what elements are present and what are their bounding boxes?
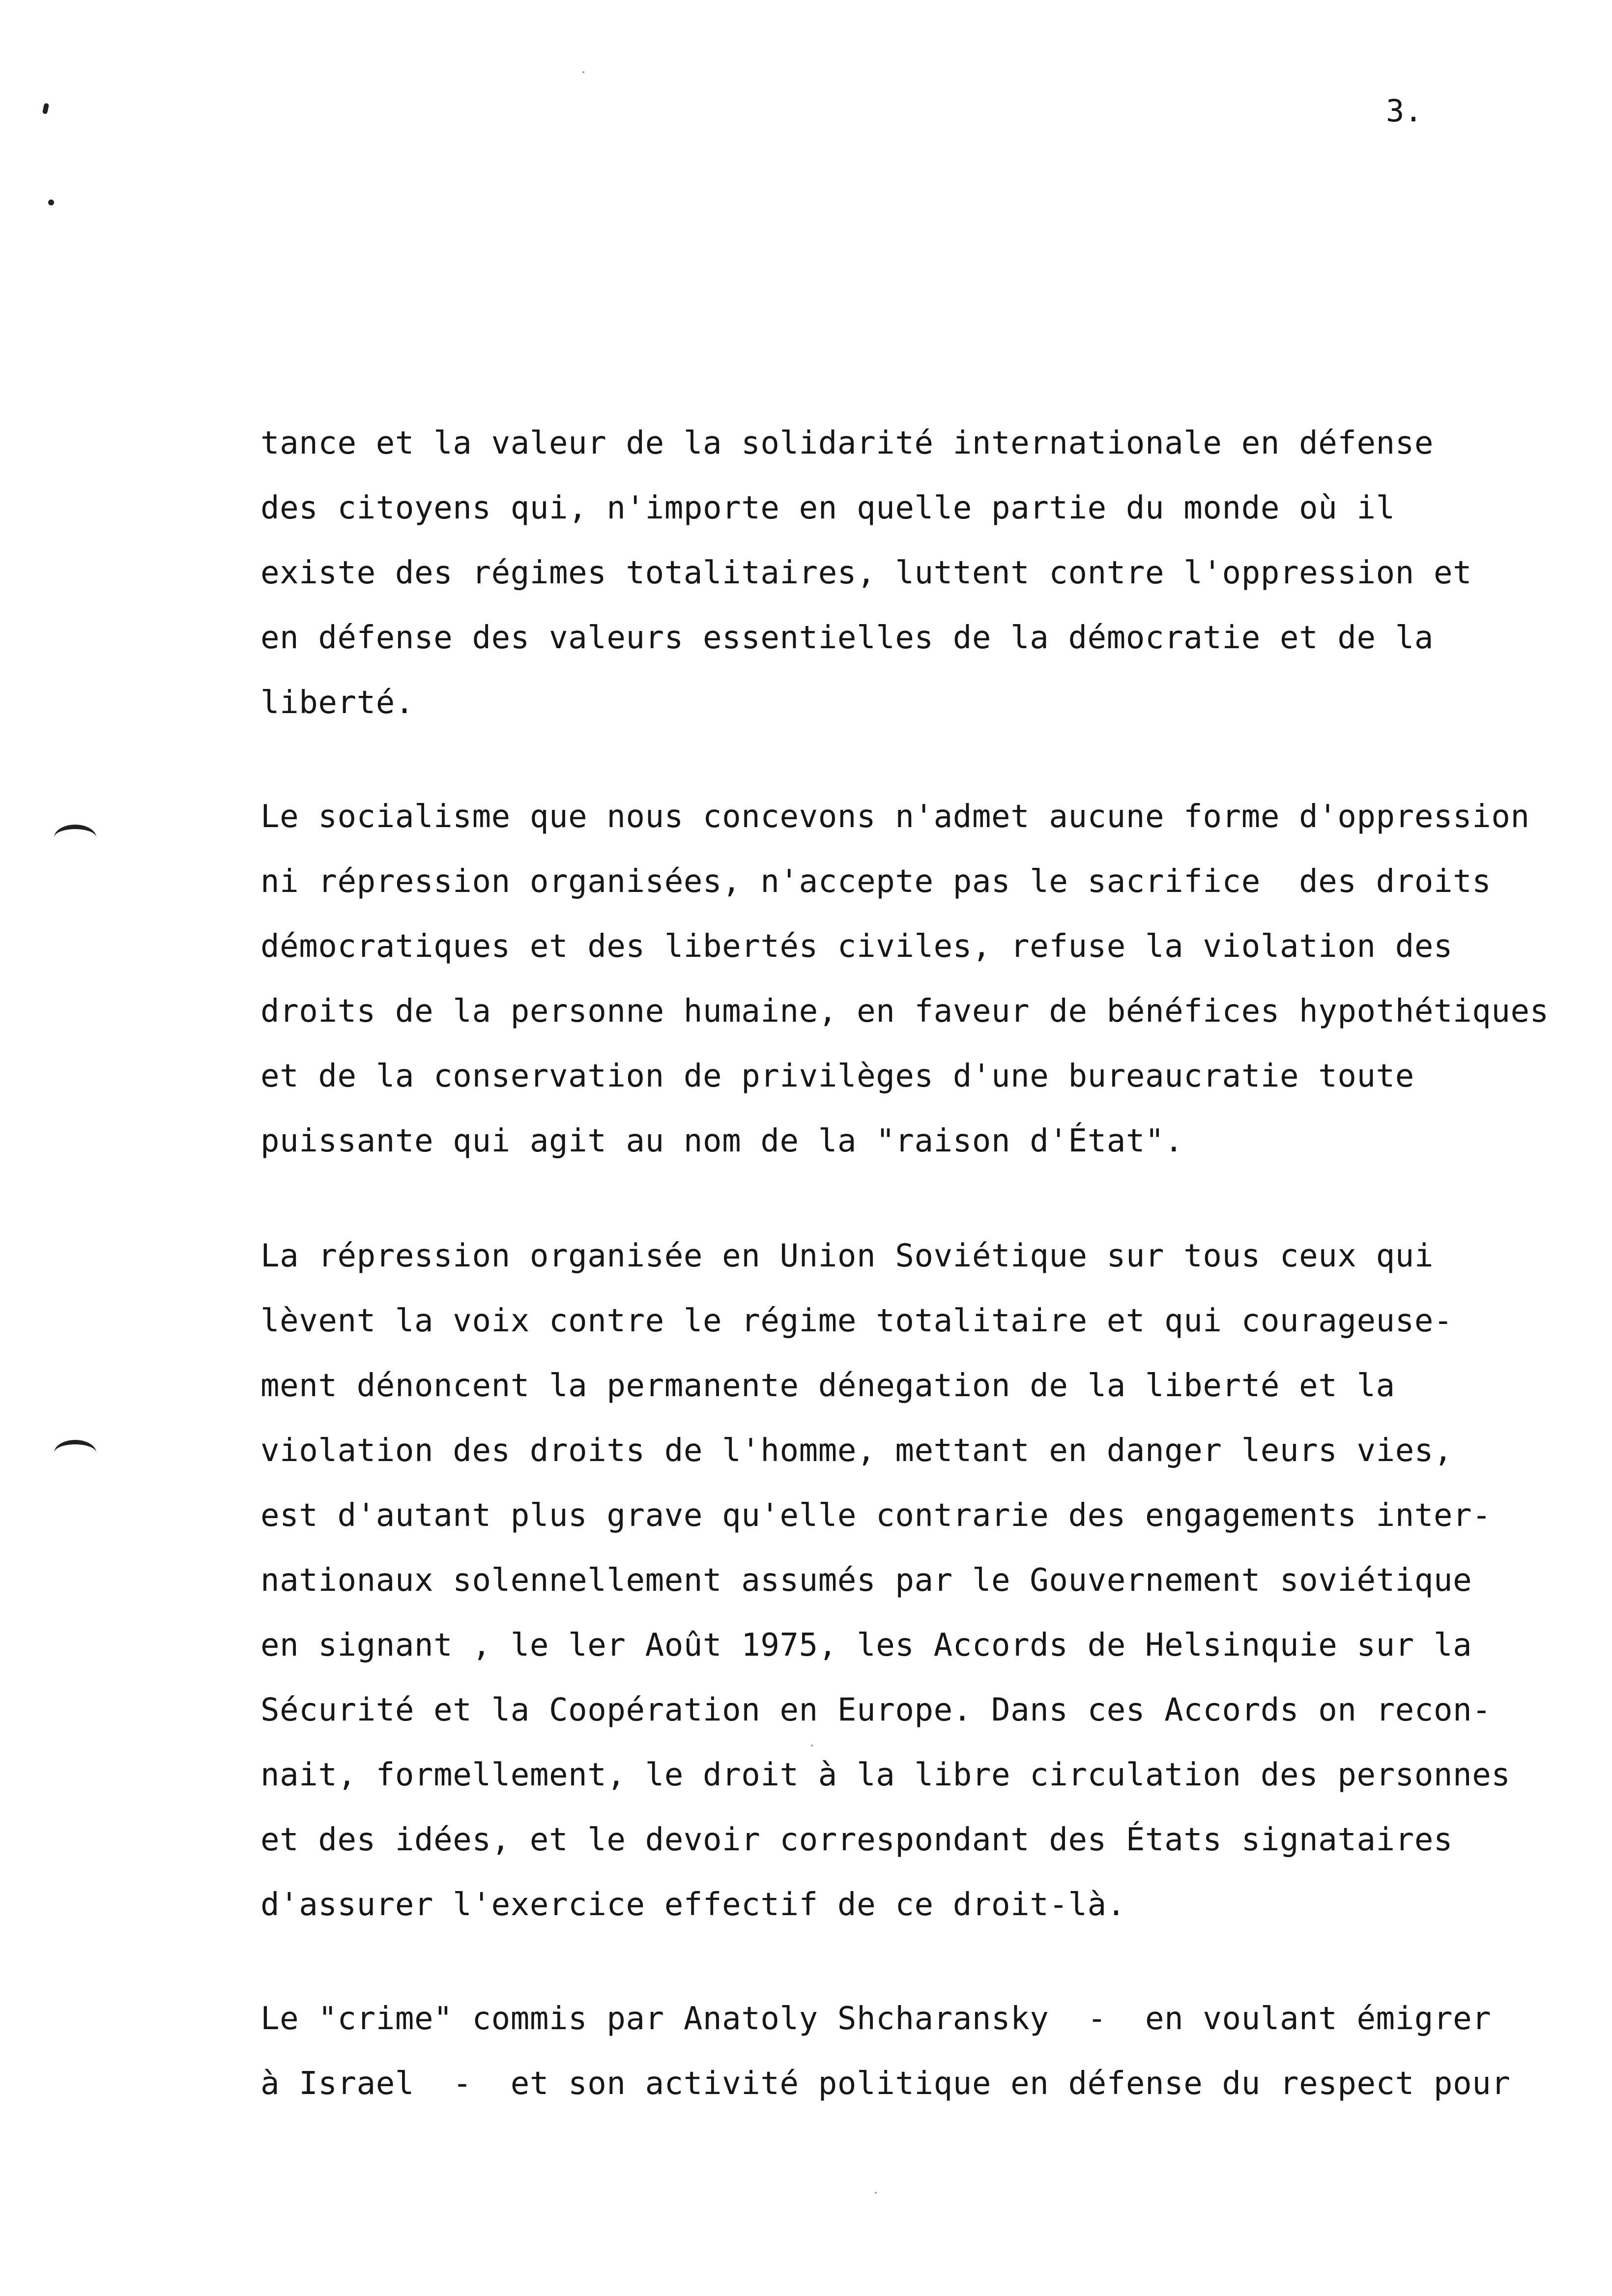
margin-tick-mark [42,103,49,115]
body-line: à Israel - et son activité politique en défense du respect pour [260,2066,1511,2102]
body-line: nait, formellement, le droit à la libre circulation des personnes [260,1757,1511,1793]
body-line: lèvent la voix contre le régime totalitaire et qui courageuse- [260,1303,1453,1339]
body-line: ment dénoncent la permanente dénegation de la liberté et la [260,1368,1395,1404]
paper-speck [875,2192,877,2194]
paper-speck [811,1745,813,1747]
body-line: des citoyens qui, n'importe en quelle partie du monde où il [260,490,1395,526]
body-line: Sécurité et la Coopération en Europe. Dans ces Accords on recon- [260,1692,1492,1728]
margin-arc-mark [54,1440,96,1466]
margin-arc-mark [54,825,96,851]
body-line: en signant , le ler Août 1975, les Accords de Helsinquie sur la [260,1627,1472,1664]
margin-dot-mark [48,200,54,205]
body-line: Le socialisme que nous concevons n'admet aucune forme d'oppression [260,799,1530,835]
body-line: et des idées, et le devoir correspondant des États signataires [260,1822,1453,1858]
body-line: tance et la valeur de la solidarité internationale en défense [260,425,1434,461]
body-line: nationaux solennellement assumés par le Gouvernement soviétique [260,1562,1472,1599]
body-line: en défense des valeurs essentielles de la démocratie et de la [260,620,1434,656]
body-line: et de la conservation de privilèges d'une bureaucratie toute [260,1058,1414,1094]
body-line: d'assurer l'exercice effectif de ce droit-là. [260,1887,1126,1923]
body-line: liberté. [260,685,415,721]
body-line: Le "crime" commis par Anatoly Shcharansky - en voulant émigrer [260,2001,1492,2037]
body-line: ni répression organisées, n'accepte pas le sacrifice des droits [260,863,1492,900]
page-number: 3. [1386,93,1423,129]
body-line: violation des droits de l'homme, mettant en danger leurs vies, [260,1433,1453,1469]
paper-speck [582,71,584,73]
body-line: La répression organisée en Union Soviétique sur tous ceux qui [260,1238,1434,1274]
body-line: puissante qui agit au nom de la "raison d'État". [260,1123,1184,1159]
body-line: droits de la personne humaine, en faveur de bénéfices hypothétiques [260,993,1549,1030]
body-line: est d'autant plus grave qu'elle contrarie des engagements inter- [260,1497,1492,1534]
body-line: existe des régimes totalitaires, luttent contre l'oppression et [260,555,1472,591]
body-line: démocratiques et des libertés civiles, refuse la violation des [260,928,1453,965]
